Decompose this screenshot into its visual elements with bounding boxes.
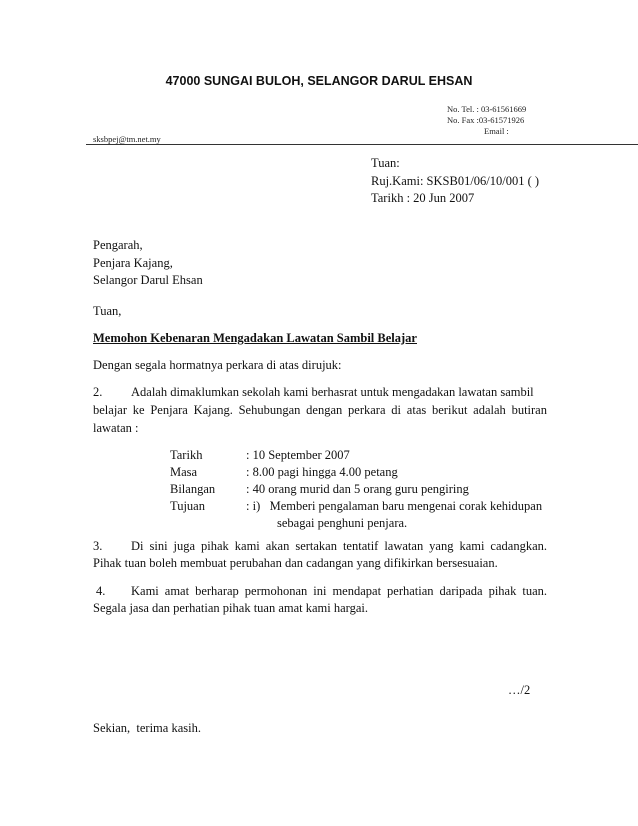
detail-value-tarikh: : 10 September 2007 [246, 448, 350, 462]
detail-label-masa: Masa [170, 465, 198, 479]
letter-subject: Memohon Kebenaran Mengadakan Lawatan Sambil Belajar [93, 331, 417, 345]
detail-label-tujuan: Tujuan [170, 499, 205, 513]
para-2-body [93, 401, 547, 437]
email-address: sksbpej@tm.net.my [93, 134, 161, 144]
letter-date: Tarikh : 20 Jun 2007 [371, 191, 475, 205]
para-3-first [131, 539, 547, 554]
para-4-line-2: Segala jasa dan perhatian pihak tuan amat kami hargai. [93, 601, 369, 615]
header-divider [86, 144, 638, 145]
tuan-reference: Tuan: [371, 156, 400, 170]
para-4-line-1: Kami amat berharap permohonan ini mendapat perhatian daripada pihak tuan. [131, 584, 547, 598]
opening-line: Dengan segala hormatnya perkara di atas dirujuk: [93, 358, 342, 372]
recipient-state: Selangor Darul Ehsan [93, 273, 203, 287]
detail-value-bilangan: : 40 orang murid dan 5 orang guru pengiring [246, 482, 469, 496]
detail-value-tujuan-cont: sebagai penghuni penjara. [277, 516, 408, 530]
email-label: Email : [484, 126, 509, 136]
reference-number: Ruj.Kami: SKSB01/06/10/001 ( ) [371, 174, 540, 188]
school-address: 47000 SUNGAI BULOH, SELANGOR DARUL EHSAN [165, 74, 473, 88]
phone-number: No. Tel. : 03-61561669 [447, 104, 527, 114]
para-2-number: 2. [93, 385, 103, 399]
para-2-line-1: Adalah dimaklumkan sekolah kami berhasrat untuk mengadakan lawatan sambil [131, 385, 534, 399]
fax-number: No. Fax :03-61571926 [447, 115, 525, 125]
para-2-line-2: belajar ke Penjara Kajang. Sehubungan dengan perkara di atas berikut adalah butiran [93, 403, 547, 417]
recipient-institution: Penjara Kajang, [93, 256, 173, 270]
para-3-line-2: Pihak tuan boleh membuat perubahan dan cadangan yang difikirkan bersesuaian. [93, 556, 498, 570]
para-4-first [131, 584, 547, 599]
para-4-number: 4. [96, 584, 106, 598]
page-continuation-marker: …/2 [508, 683, 531, 697]
recipient-title: Pengarah, [93, 238, 143, 252]
para-2-line-3: lawatan : [93, 421, 139, 435]
detail-value-tujuan: : i) Memberi pengalaman baru mengenai corak kehidupan [246, 499, 543, 513]
para-3-number: 3. [93, 539, 103, 553]
salutation: Tuan, [93, 304, 122, 318]
para-3-line-1: Di sini juga pihak kami akan sertakan tentatif lawatan yang kami cadangkan. [131, 539, 547, 553]
detail-value-masa: : 8.00 pagi hingga 4.00 petang [246, 465, 398, 479]
detail-label-tarikh: Tarikh [170, 448, 203, 462]
closing-line: Sekian, terima kasih. [93, 721, 201, 735]
detail-label-bilangan: Bilangan [170, 482, 216, 496]
